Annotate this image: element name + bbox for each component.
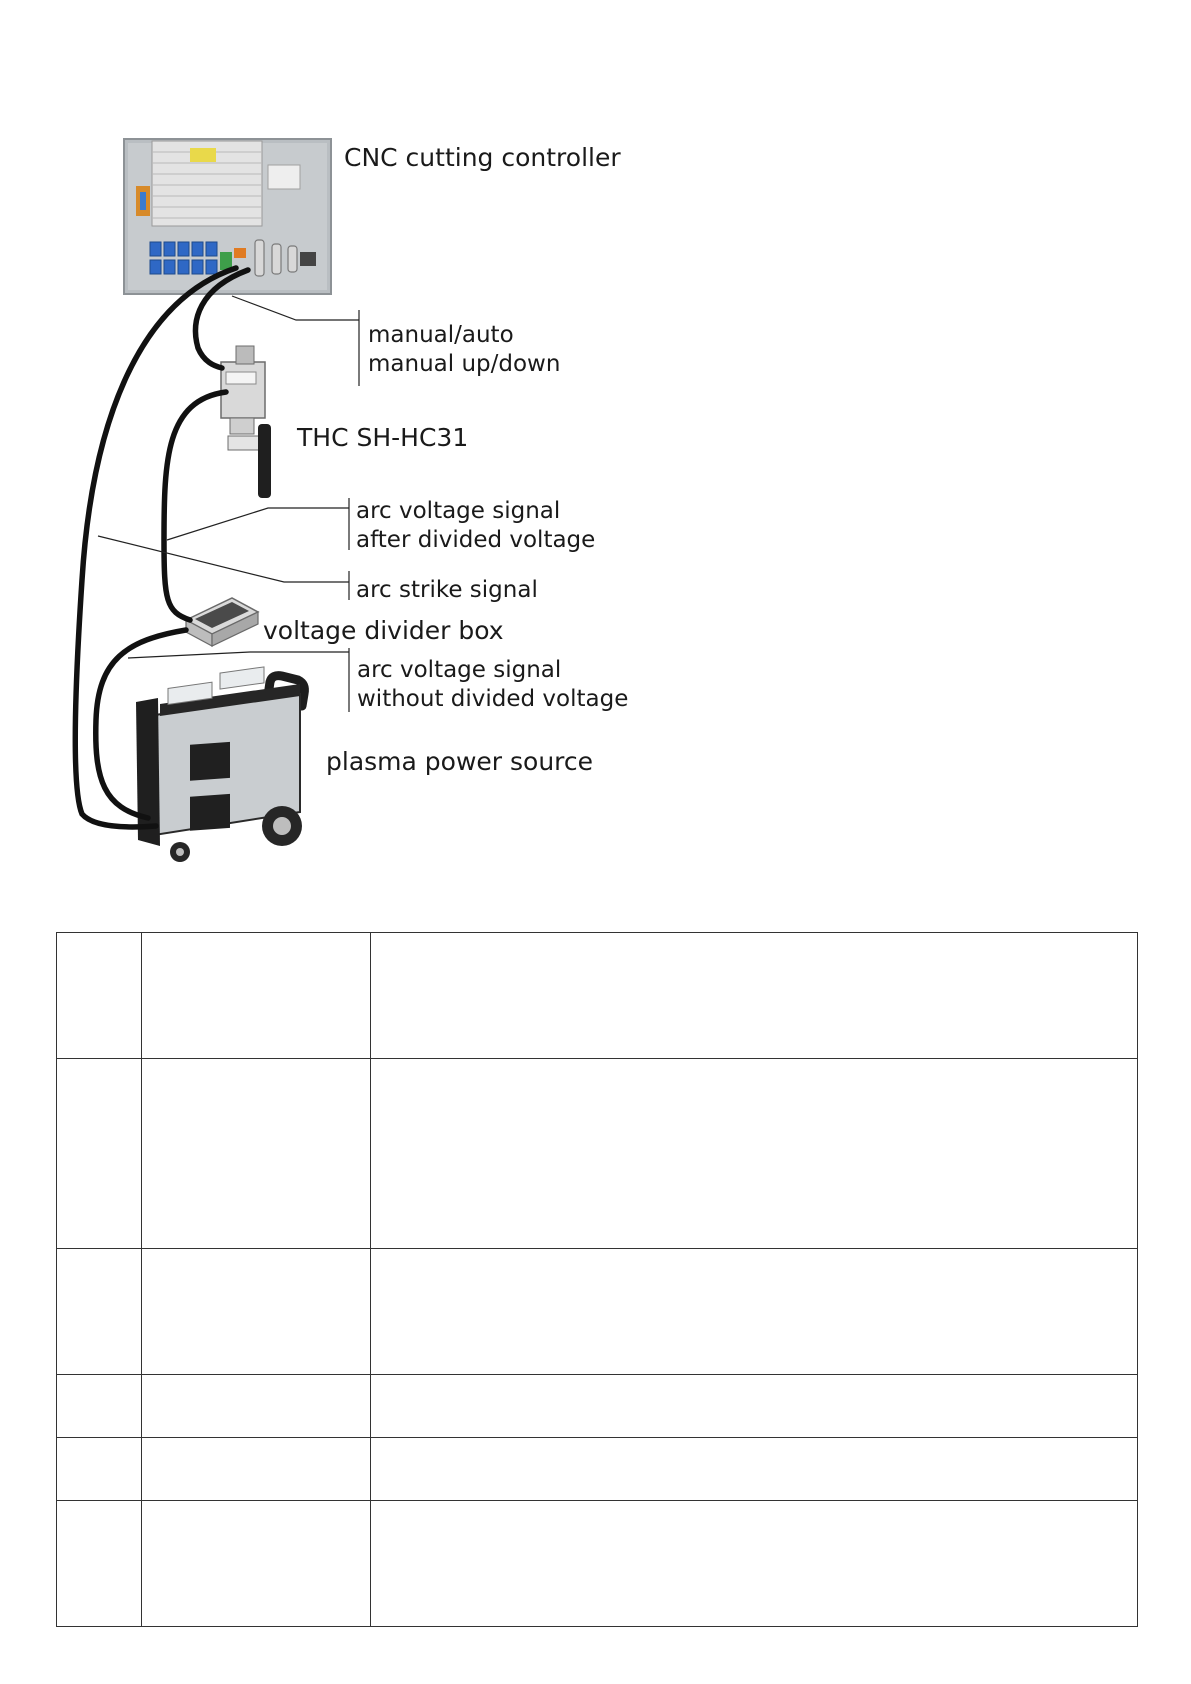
table-cell bbox=[371, 1438, 1138, 1501]
thc-image bbox=[221, 346, 271, 498]
label-plasma-power-source: plasma power source bbox=[326, 747, 594, 776]
table-cell bbox=[57, 1249, 142, 1375]
label-manual-up-down: manual up/down bbox=[368, 351, 561, 377]
spec-table bbox=[56, 932, 1138, 1627]
table-cell bbox=[371, 1059, 1138, 1249]
table-cell bbox=[371, 1249, 1138, 1375]
table-row bbox=[57, 933, 1138, 1059]
label-arc-voltage-signal-2: arc voltage signal bbox=[357, 657, 562, 683]
table-cell bbox=[57, 1501, 142, 1627]
table-cell bbox=[371, 1501, 1138, 1627]
table-cell bbox=[371, 933, 1138, 1059]
table-cell bbox=[142, 1249, 371, 1375]
leader-manual bbox=[232, 296, 359, 320]
table-row bbox=[57, 1438, 1138, 1501]
label-voltage-divider-box: voltage divider box bbox=[263, 616, 504, 645]
table-cell bbox=[57, 933, 142, 1059]
leader-arc-voltage-after bbox=[167, 508, 349, 540]
table-row bbox=[57, 1501, 1138, 1627]
table-cell bbox=[142, 933, 371, 1059]
label-thc: THC SH-HC31 bbox=[297, 423, 469, 452]
label-arc-voltage-signal: arc voltage signal bbox=[356, 498, 561, 524]
table-row bbox=[57, 1375, 1138, 1438]
table-cell bbox=[57, 1059, 142, 1249]
cable-thc-to-divider bbox=[164, 392, 226, 620]
table-cell bbox=[371, 1375, 1138, 1438]
plasma-power-source-image bbox=[136, 667, 304, 862]
label-manual-auto: manual/auto bbox=[368, 322, 514, 348]
label-after-divided-voltage: after divided voltage bbox=[356, 527, 596, 553]
voltage-divider-box-image bbox=[186, 598, 258, 646]
label-cnc-controller: CNC cutting controller bbox=[344, 143, 621, 172]
label-without-divided-voltage: without divided voltage bbox=[357, 686, 629, 712]
table-cell bbox=[142, 1501, 371, 1627]
label-arc-strike-signal: arc strike signal bbox=[356, 577, 538, 603]
leader-arc-voltage-without bbox=[128, 652, 349, 658]
table-cell bbox=[57, 1438, 142, 1501]
table-row bbox=[57, 1059, 1138, 1249]
table-cell bbox=[142, 1059, 371, 1249]
table-cell bbox=[142, 1438, 371, 1501]
table-cell bbox=[57, 1375, 142, 1438]
leader-arc-strike bbox=[98, 536, 349, 582]
table-row bbox=[57, 1249, 1138, 1375]
table-cell bbox=[142, 1375, 371, 1438]
